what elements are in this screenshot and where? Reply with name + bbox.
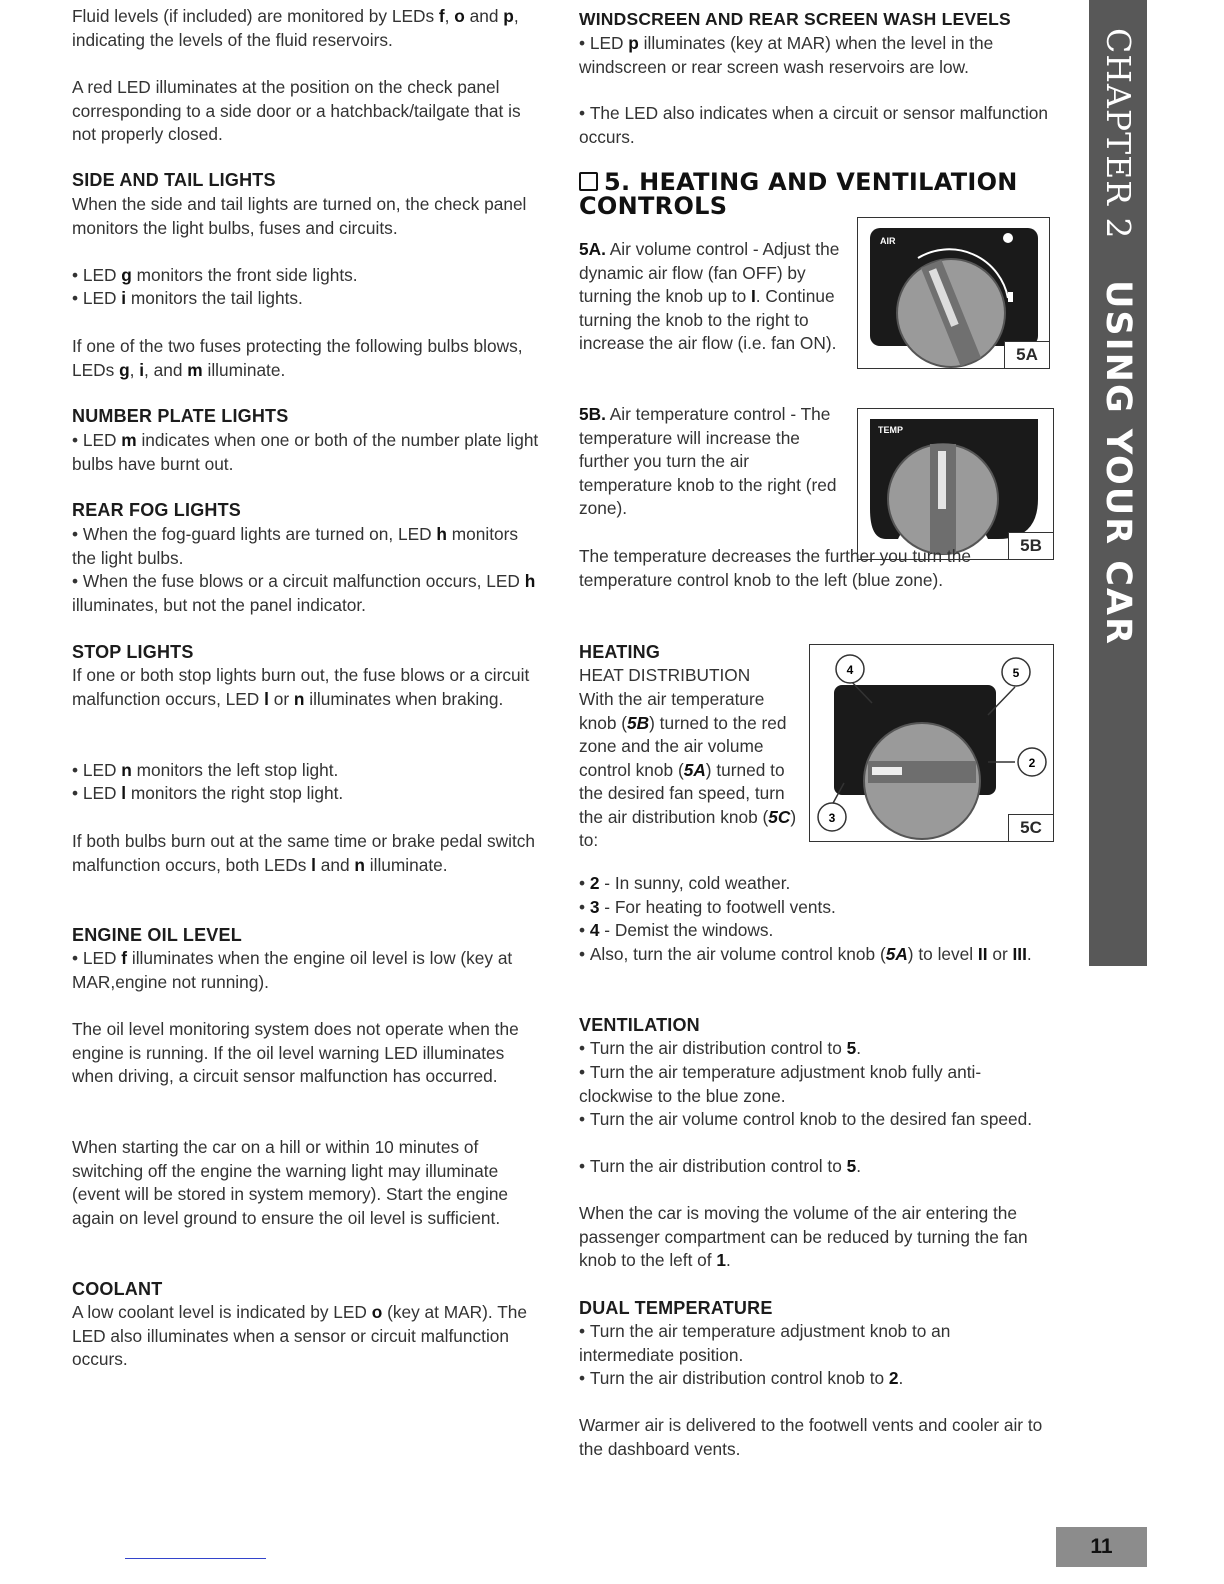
ventilation-bullet-3: • Turn the air volume control knob to the desired fan speed. xyxy=(579,1108,1032,1132)
rear-fog-heading: REAR FOG LIGHTS xyxy=(72,500,241,520)
chapter-sidebar xyxy=(1089,0,1147,966)
led-m-bullet: • LED m indicates when one or both of the number plate light bulbs have burnt out. xyxy=(72,429,544,476)
heat-distribution-text: With the air temperature knob (5B) turned to the red zone and the air volume control knob (5A) turned to the desired fan speed, turn the air distribution knob (5C) to: xyxy=(579,689,797,850)
fuses-paragraph: If one of the two fuses protecting the following bulbs blows, LEDs g, i, and m illuminate. xyxy=(72,336,523,380)
stop-lights-text: If one or both stop lights burn out, the fuse blows or a circuit malfunction occurs, LED l or n illuminates when braking. xyxy=(72,665,530,709)
svg-text:AIR: AIR xyxy=(880,236,896,246)
svg-text:TEMP: TEMP xyxy=(878,425,904,435)
heating-bullet-3: • 3 - For heating to footwell vents. xyxy=(579,896,836,920)
figure-5a xyxy=(857,217,1050,369)
ventilation-heading: VENTILATION xyxy=(579,1015,700,1035)
side-tail-text: When the side and tail lights are turned on, the check panel monitors the light bulbs, fuses and circuits. xyxy=(72,194,527,238)
led-f-bullet: • LED f illuminates when the engine oil level is low (key at MAR,engine not running). xyxy=(72,947,544,994)
fog-bullet-2: • When the fuse blows or a circuit malfunction occurs, LED h illuminates, but not the panel indicator. xyxy=(72,570,544,617)
ventilation-bullet-1: • Turn the air distribution control to 5. xyxy=(579,1037,861,1061)
footer-rule xyxy=(125,1558,266,1559)
chapter-sidebar-text xyxy=(1098,28,1138,646)
heating-bullet-4: • 4 - Demist the windows. xyxy=(579,919,773,943)
heating-bullet-2: • 2 - In sunny, cold weather. xyxy=(579,872,790,896)
section-heading: 5. HEATING AND VENTILATION CONTROLS xyxy=(579,168,1018,220)
led-n-bullet: • LED n monitors the left stop light. xyxy=(72,759,338,783)
both-bulbs-paragraph: If both bulbs burn out at the same time or brake pedal switch malfunction occurs, both LEDs l and n illuminate. xyxy=(72,831,536,875)
svg-text:4: 4 xyxy=(846,663,854,677)
door-led-paragraph: A red LED illuminates at the position on the check panel corresponding to a side door or a hatchback/tailgate that is not properly closed. xyxy=(72,77,521,144)
fluid-levels-paragraph: Fluid levels (if included) are monitored by LEDs f, o and p, indicating the levels of the fluid reservoirs. xyxy=(72,6,519,50)
air-volume-text: 5A. Air volume control - Adjust the dynamic air flow (fan OFF) by turning the knob up to I. Continue turning the knob to the right to increase the air flow (i.e. fan ON). xyxy=(579,239,840,353)
checkbox-icon xyxy=(579,172,598,191)
page-number: 11 xyxy=(1056,1527,1147,1567)
number-plate-heading: NUMBER PLATE LIGHTS xyxy=(72,406,289,426)
distribution-knob-diagram xyxy=(810,645,1053,841)
hill-start-paragraph: When starting the car on a hill or within 10 minutes of switching off the engine the warning light may illuminate (event will be stored in system memory). Start the engine again on level ground to ensure the oil level is sufficient. xyxy=(72,1137,509,1228)
wash-levels-heading: WINDSCREEN AND REAR SCREEN WASH LEVELS xyxy=(579,9,1011,29)
figure-5b xyxy=(857,408,1054,560)
air-temperature-text: 5B. Air temperature control - The temperature will increase the further you turn the air temperature knob to the right (red zone). xyxy=(579,404,837,518)
heat-distribution-subheading: HEAT DISTRIBUTION xyxy=(579,665,751,685)
svg-text:3: 3 xyxy=(828,811,836,825)
led-l-bullet: • LED l monitors the right stop light. xyxy=(72,782,343,806)
ventilation-bullet-4: • Turn the air distribution control to 5. xyxy=(579,1155,861,1179)
chapter-title: USING YOUR CAR xyxy=(1098,279,1138,646)
dual-text: Warmer air is delivered to the footwell vents and cooler air to the dashboard vents. xyxy=(579,1415,1043,1459)
dual-temperature-heading: DUAL TEMPERATURE xyxy=(579,1298,773,1318)
dual-bullet-1: • Turn the air temperature adjustment knob to an intermediate position. xyxy=(579,1320,1049,1367)
figure-5a-label: 5A xyxy=(1004,341,1050,369)
stop-lights-heading: STOP LIGHTS xyxy=(72,642,194,662)
svg-text:5: 5 xyxy=(1012,666,1020,680)
led-i-bullet: • LED i monitors the tail lights. xyxy=(72,287,303,311)
svg-text:2: 2 xyxy=(1028,756,1036,770)
led-p-bullet: • LED p illuminates (key at MAR) when the level in the windscreen or rear screen wash reservoirs are low. xyxy=(579,32,1049,79)
oil-monitoring-paragraph: The oil level monitoring system does not operate when the engine is running. If the oil level warning LED illuminates when driving, a circuit sensor malfunction has occurred. xyxy=(72,1019,519,1086)
led-malfunction-bullet: • The LED also indicates when a circuit or sensor malfunction occurs. xyxy=(579,102,1049,149)
coolant-text: A low coolant level is indicated by LED o (key at MAR). The LED also illuminates when a sensor or circuit malfunction occurs. xyxy=(72,1302,527,1369)
chapter-number: CHAPTER 2 xyxy=(1099,28,1138,240)
ventilation-text: When the car is moving the volume of the air entering the passenger compartment can be reduced by turning the fan knob to the left of 1. xyxy=(579,1203,1028,1270)
figure-5c xyxy=(809,644,1054,842)
figure-5c-label: 5C xyxy=(1008,814,1054,842)
heating-heading: HEATING xyxy=(579,642,661,662)
dual-bullet-2: • Turn the air distribution control knob to 2. xyxy=(579,1367,903,1391)
temperature-decrease-text: The temperature decreases the further you turn the temperature control knob to the left (blue zone). xyxy=(579,546,971,590)
side-tail-heading: SIDE AND TAIL LIGHTS xyxy=(72,170,276,190)
coolant-heading: COOLANT xyxy=(72,1279,163,1299)
fog-bullet-1: • When the fog-guard lights are turned on, LED h monitors the light bulbs. xyxy=(72,523,544,570)
led-g-bullet: • LED g monitors the front side lights. xyxy=(72,264,358,288)
figure-5b-label: 5B xyxy=(1008,532,1054,560)
heating-bullet-also: • Also, turn the air volume control knob (5A) to level II or III. xyxy=(579,943,1032,967)
ventilation-bullet-2: • Turn the air temperature adjustment knob fully anti-clockwise to the blue zone. xyxy=(579,1061,1049,1108)
engine-oil-heading: ENGINE OIL LEVEL xyxy=(72,925,242,945)
